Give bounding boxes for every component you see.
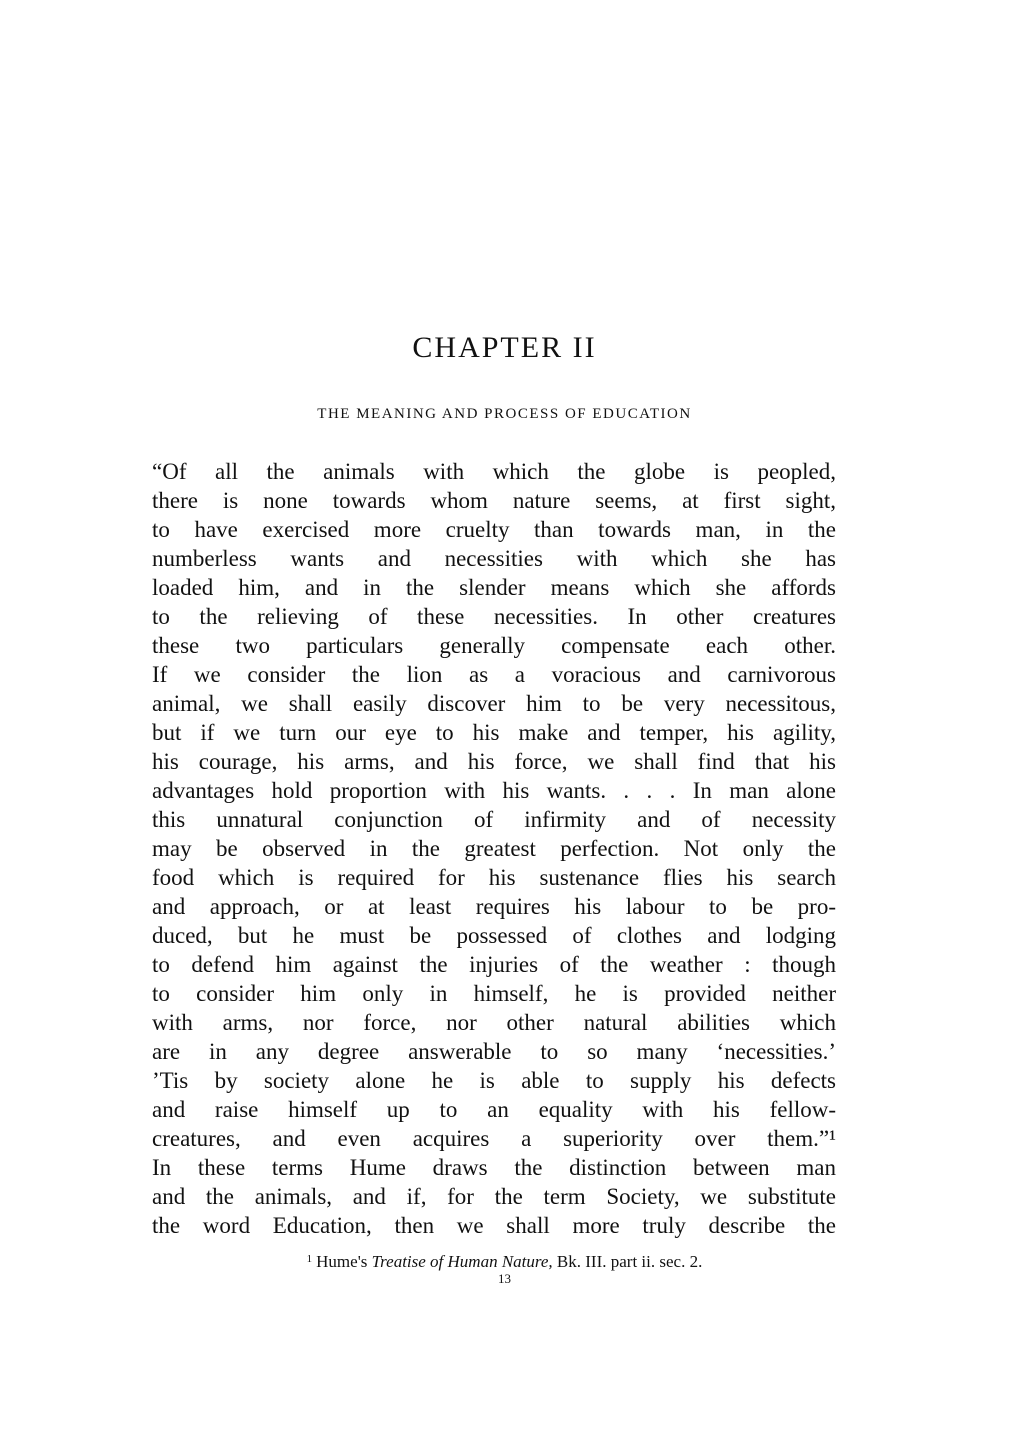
body-paragraph: [152, 457, 836, 1240]
text-line: In these terms Hume draws the distinction between man: [152, 1155, 836, 1180]
text-line: advantages hold proportion with his wants. . . . In man alone: [152, 778, 836, 803]
text-line: to the relieving of these necessities. In other creatures: [152, 604, 836, 629]
footnote-marker: 1: [306, 1253, 313, 1265]
text-line: If we consider the lion as a voracious and carnivorous: [152, 662, 836, 687]
text-line: and raise himself up to an equality with his fellow-: [152, 1097, 836, 1122]
chapter-subtitle: THE MEANING AND PROCESS OF EDUCATION: [317, 406, 692, 422]
text-line: and the animals, and if, for the term Society, we substitute: [152, 1184, 836, 1209]
text-line: his courage, his arms, and his force, we shall find that his: [152, 749, 836, 774]
text-line: these two particulars generally compensate each other.: [152, 633, 836, 658]
footnote-author: Hume's: [316, 1252, 368, 1271]
text-line: to defend him against the injuries of the weather : though: [152, 952, 836, 977]
page-number: 13: [498, 1271, 511, 1286]
text-line: this unnatural conjunction of infirmity and of necessity: [152, 807, 836, 832]
text-line: are in any degree answerable to so many ‘necessities.’: [152, 1039, 836, 1064]
text-line: ’Tis by society alone he is able to supply his defects: [152, 1068, 836, 1093]
text-line: and approach, or at least requires his labour to be pro-: [152, 894, 836, 919]
text-line: there is none towards whom nature seems, at first sight,: [152, 488, 836, 513]
text-line: the word Education, then we shall more truly describe the: [152, 1213, 836, 1238]
text-line: to consider him only in himself, he is provided neither: [152, 981, 836, 1006]
text-line: food which is required for his sustenance flies his search: [152, 865, 836, 890]
text-line: animal, we shall easily discover him to be very necessitous,: [152, 691, 836, 716]
text-line: loaded him, and in the slender means which she affords: [152, 575, 836, 600]
text-line: duced, but he must be possessed of clothes and lodging: [152, 923, 836, 948]
text-line: may be observed in the greatest perfection. Not only the: [152, 836, 836, 861]
text-line: to have exercised more cruelty than towards man, in the: [152, 517, 836, 542]
text-line: numberless wants and necessities with which she has: [152, 546, 836, 571]
text-line: “Of all the animals with which the globe is peopled,: [152, 459, 836, 484]
footnote-reference: Bk. III. part ii. sec. 2.: [556, 1252, 703, 1271]
text-line: with arms, nor force, nor other natural abilities which: [152, 1010, 836, 1035]
text-line: creatures, and even acquires a superiority over them.”¹: [152, 1126, 836, 1151]
chapter-title: CHAPTER II: [412, 331, 597, 364]
footnote-work-title: Treatise of Human Nature,: [371, 1252, 553, 1271]
text-line: but if we turn our eye to his make and temper, his agility,: [152, 720, 836, 745]
